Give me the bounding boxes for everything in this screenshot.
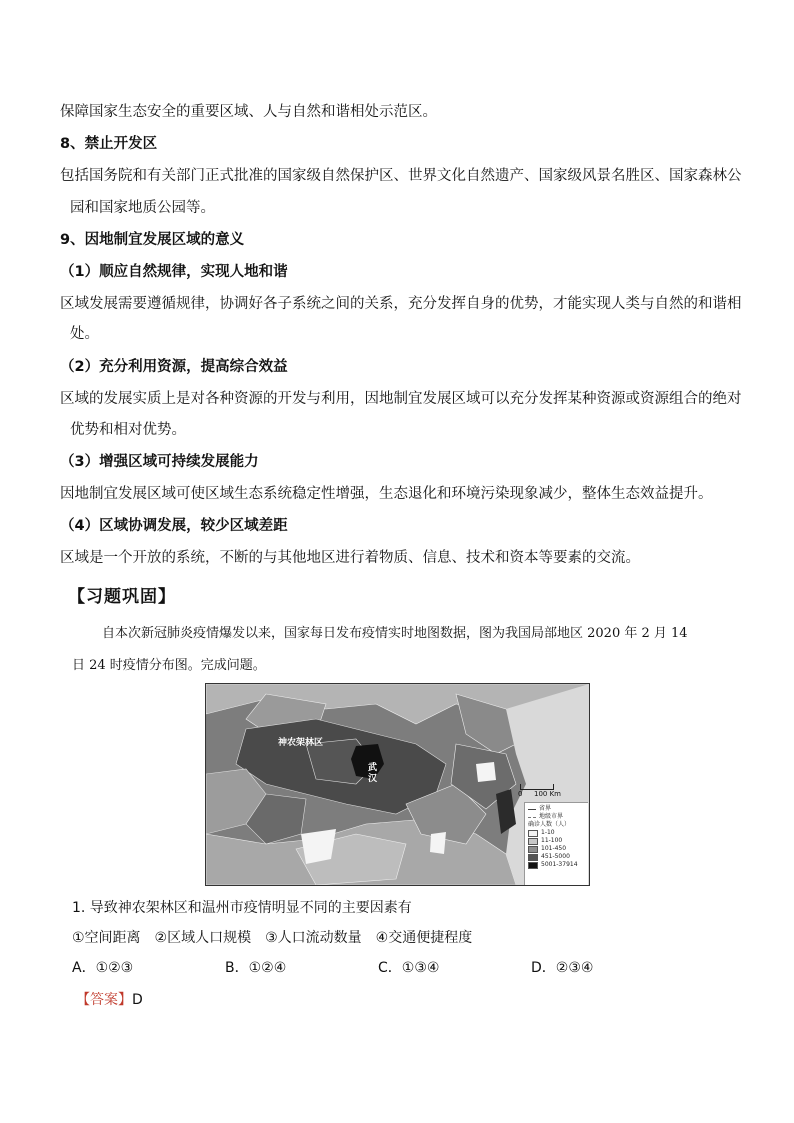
option-b: B．①②④ xyxy=(225,960,287,976)
legend-city-border xyxy=(528,813,588,821)
heading-significance: 9、因地制宜发展区域的意义 xyxy=(60,232,245,248)
paragraph-line: 区域发展需要遵循规律，协调好各子系统之间的关系，充分发挥自身的优势，才能实现人类与自然的和谐相 xyxy=(60,296,742,312)
legend-label: 11-100 xyxy=(541,837,563,844)
paragraph-line: 包括国务院和有关部门正式批准的国家级自然保护区、世界文化自然遗产、国家级风景名胜区、国家森林公 xyxy=(60,168,742,184)
legend-class xyxy=(528,861,588,869)
paragraph-line: 区域是一个开放的系统，不断的与其他地区进行着物质、信息、技术和资本等要素的交流。 xyxy=(60,550,640,566)
legend-class xyxy=(528,845,588,853)
exercise-intro: 自本次新冠肺炎疫情爆发以来，国家每日发布疫情实时地图数据，图为我国局部地区 2020 年 2 月 14 xyxy=(102,626,688,641)
legend-label: 5001-37914 xyxy=(541,861,578,868)
paragraph-line: 优势和相对优势。 xyxy=(70,422,186,438)
scale-km: 100 Km xyxy=(534,790,561,798)
subheading-3: （3）增强区域可持续发展能力 xyxy=(60,454,259,470)
subheading-2: （2）充分利用资源，提高综合效益 xyxy=(60,359,288,375)
wuhan-label-1: 武 xyxy=(368,763,378,773)
answer-value: D xyxy=(132,992,143,1008)
legend-title xyxy=(528,821,588,829)
legend-label: 确诊人数（人） xyxy=(528,821,571,828)
wuhan-label-2: 汉 xyxy=(368,774,378,784)
legend-province-border xyxy=(528,805,588,813)
map-legend xyxy=(524,802,588,885)
legend-label: 101-450 xyxy=(541,845,567,852)
shennongjia-label: 神农架林区 xyxy=(278,738,324,748)
answer-tag: 【答案】 xyxy=(76,992,132,1008)
color-swatch-icon xyxy=(528,830,538,837)
legend-class xyxy=(528,837,588,845)
option-d: D．②③④ xyxy=(531,960,594,976)
subheading-4: （4）区域协调发展，较少区域差距 xyxy=(60,518,288,534)
heading-prohibited-zone: 8、禁止开发区 xyxy=(60,136,158,152)
legend-class xyxy=(528,853,588,861)
legend-class xyxy=(528,829,588,837)
color-swatch-icon xyxy=(528,854,538,861)
legend-label: 省界 xyxy=(539,805,552,812)
exercise-intro: 日 24 时疫情分布图。完成问题。 xyxy=(72,658,266,673)
color-swatch-icon xyxy=(528,838,538,845)
color-swatch-icon xyxy=(528,862,538,869)
epidemic-distribution-map xyxy=(205,683,590,886)
paragraph-line: 处。 xyxy=(70,326,99,342)
option-a: A．①②③ xyxy=(72,960,134,976)
dashed-line-swatch-icon xyxy=(528,817,536,818)
paragraph-line: 保障国家生态安全的重要区域、人与自然和谐相处示范区。 xyxy=(60,104,437,120)
scale-zero: 0 xyxy=(518,790,523,798)
option-c: C．①③④ xyxy=(378,960,440,976)
answer-line xyxy=(76,990,143,1010)
section-title: 【习题巩固】 xyxy=(68,587,176,607)
legend-label: 451-5000 xyxy=(541,853,570,860)
question-choices: ①空间距离 ②区域人口规模 ③人口流动数量 ④交通便捷程度 xyxy=(72,930,473,946)
paragraph-line: 区域的发展实质上是对各种资源的开发与利用，因地制宜发展区域可以充分发挥某种资源或资源组合的绝对 xyxy=(60,391,742,407)
subheading-1: （1）顺应自然规律，实现人地和谐 xyxy=(60,264,288,280)
color-swatch-icon xyxy=(528,846,538,853)
legend-label: 1-10 xyxy=(541,829,555,836)
paragraph-line: 因地制宜发展区域可使区域生态系统稳定性增强，生态退化和环境污染现象减少，整体生态效益提升。 xyxy=(60,486,713,502)
question-text: 1. 导致神农架林区和温州市疫情明显不同的主要因素有 xyxy=(72,900,412,916)
legend-label: 地级市界 xyxy=(539,813,564,820)
paragraph-line: 园和国家地质公园等。 xyxy=(70,200,215,216)
line-swatch-icon xyxy=(528,809,536,810)
